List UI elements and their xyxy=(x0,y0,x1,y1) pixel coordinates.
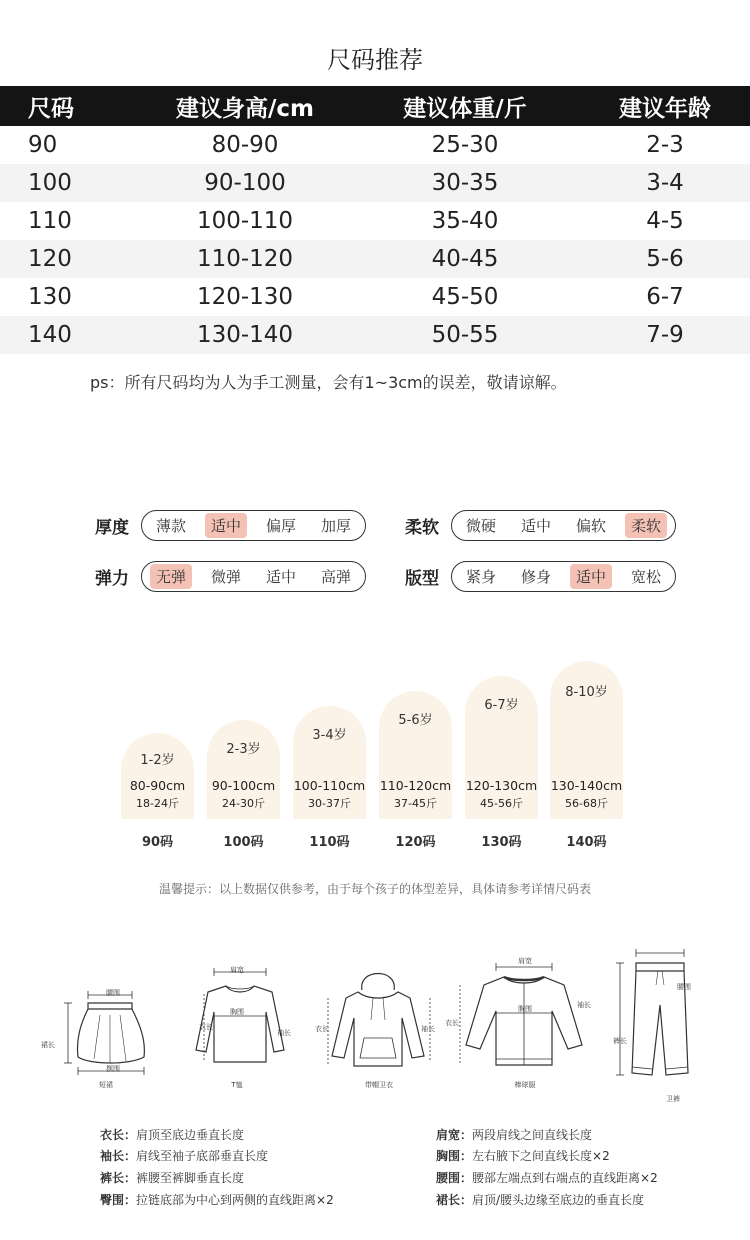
table-row xyxy=(0,202,750,240)
table-cell: 100 xyxy=(28,170,72,196)
tshirt-shoulder-label: 肩宽 xyxy=(230,966,244,974)
pants-name: 卫裤 xyxy=(666,1095,680,1103)
jacket-chest-label: 胸围 xyxy=(518,1005,532,1013)
table-cell: 35-40 xyxy=(431,208,499,234)
weight-range: 24-30斤 xyxy=(222,797,265,810)
definition-term: 袖长： xyxy=(100,1149,137,1163)
jacket-sketch xyxy=(452,955,597,1085)
jacket-length-label: 衣长 xyxy=(445,1019,459,1027)
definition-term: 胸围： xyxy=(436,1149,473,1163)
header-cell: 建议体重/斤 xyxy=(403,95,527,122)
definition-item xyxy=(100,1126,244,1143)
jacket-sleeve-label: 袖长 xyxy=(577,1001,591,1009)
table-cell: 2-3 xyxy=(646,132,684,158)
jacket-shoulder-label: 肩宽 xyxy=(518,957,532,965)
table-cell: 120 xyxy=(28,246,72,272)
table-cell: 100-110 xyxy=(196,208,294,234)
definition-term: 臀围： xyxy=(100,1193,137,1207)
table-cell: 6-7 xyxy=(646,284,684,310)
age-label: 2-3岁 xyxy=(226,742,261,757)
age-bar xyxy=(207,720,280,819)
skirt-hem-label: 摆围 xyxy=(106,1065,120,1073)
definition-term: 腰围： xyxy=(436,1171,473,1185)
tshirt-name: T恤 xyxy=(231,1081,243,1089)
attribute-option: 无弹 xyxy=(150,564,192,589)
weight-range: 18-24斤 xyxy=(136,797,179,810)
table-row xyxy=(0,164,750,202)
table-cell: 25-30 xyxy=(431,132,499,158)
attribute-option: 适中 xyxy=(570,564,612,589)
height-range: 100-110cm xyxy=(293,778,366,793)
size-table xyxy=(0,86,750,354)
attribute-option: 加厚 xyxy=(321,517,352,535)
height-range: 110-120cm xyxy=(379,778,452,793)
weight-range: 30-37斤 xyxy=(308,797,351,810)
attribute-option: 适中 xyxy=(521,517,552,535)
attribute-option: 微弹 xyxy=(211,568,242,586)
attribute-fit xyxy=(405,561,676,592)
page-title: 尺码推荐 xyxy=(327,46,423,74)
weight-range: 56-68斤 xyxy=(565,797,608,810)
age-label: 6-7岁 xyxy=(484,698,519,713)
size-label: 90码 xyxy=(141,835,174,850)
attribute-label: 柔软 xyxy=(405,518,439,538)
attribute-softness xyxy=(405,510,676,541)
age-bar xyxy=(550,661,623,819)
table-cell: 4-5 xyxy=(646,208,684,234)
attribute-thickness xyxy=(95,510,366,541)
weight-range: 37-45斤 xyxy=(394,797,437,810)
height-range: 90-100cm xyxy=(211,778,276,793)
jacket-name: 棒球服 xyxy=(514,1081,536,1089)
table-cell: 130-140 xyxy=(196,322,294,348)
table-cell: 90-100 xyxy=(204,170,286,196)
weight-range: 45-56斤 xyxy=(480,797,523,810)
age-label: 8-10岁 xyxy=(565,685,608,700)
attribute-option: 偏厚 xyxy=(266,517,297,535)
table-row xyxy=(0,278,750,316)
table-row xyxy=(0,316,750,354)
definition-item xyxy=(436,1169,658,1186)
attribute-option: 偏软 xyxy=(576,517,607,535)
definition-desc: 腰部左端点到右端点的直线距离×2 xyxy=(472,1171,658,1185)
definition-desc: 肩顶/腰头边缘至底边的垂直长度 xyxy=(472,1193,645,1207)
table-cell: 50-55 xyxy=(431,322,499,348)
table-cell: 110-120 xyxy=(196,246,294,272)
definition-item xyxy=(436,1191,644,1208)
attribute-options xyxy=(451,510,676,541)
definition-term: 衣长： xyxy=(100,1128,137,1142)
hoodie-name: 带帽卫衣 xyxy=(365,1081,393,1089)
height-range: 120-130cm xyxy=(465,778,538,793)
tshirt-sleeve-label: 袖长 xyxy=(277,1029,291,1037)
table-cell: 110 xyxy=(28,208,72,234)
definition-term: 裤长： xyxy=(100,1171,137,1185)
size-label: 100码 xyxy=(223,835,264,850)
tshirt-length-label: 衣长 xyxy=(199,1023,213,1031)
table-cell: 40-45 xyxy=(431,246,499,272)
skirt-length-label: 裙长 xyxy=(41,1041,55,1049)
table-cell: 7-9 xyxy=(646,322,684,348)
definition-desc: 左右腋下之间直线长度×2 xyxy=(472,1149,610,1163)
height-range: 80-90cm xyxy=(129,778,186,793)
definition-item xyxy=(100,1169,244,1186)
table-cell: 90 xyxy=(28,132,58,158)
header-cell: 建议年龄 xyxy=(619,95,711,122)
size-label: 120码 xyxy=(395,835,436,850)
hoodie-length-label: 衣长 xyxy=(315,1025,329,1033)
pants-sketch xyxy=(608,945,703,1095)
header-cell: 建议身高/cm xyxy=(176,95,314,122)
definition-item xyxy=(100,1147,268,1164)
attribute-label: 版型 xyxy=(405,569,439,589)
attribute-options xyxy=(141,561,366,592)
definition-item xyxy=(100,1191,334,1208)
age-label: 3-4岁 xyxy=(312,728,347,743)
definition-desc: 肩顶至底边垂直长度 xyxy=(136,1128,245,1142)
table-cell: 3-4 xyxy=(646,170,684,196)
definition-desc: 两段肩线之间直线长度 xyxy=(472,1128,593,1142)
attribute-label: 厚度 xyxy=(95,518,129,538)
definition-desc: 肩线至袖子底部垂直长度 xyxy=(136,1149,269,1163)
attribute-label: 弹力 xyxy=(95,569,129,589)
definition-item xyxy=(436,1147,610,1164)
age-label: 5-6岁 xyxy=(398,713,433,728)
age-bar xyxy=(121,733,194,819)
attribute-option: 适中 xyxy=(205,513,247,538)
measurement-note: ps：所有尺码均为人为手工测量，会有1~3cm的误差，敬请谅解。 xyxy=(90,373,567,392)
table-cell: 130 xyxy=(28,284,72,310)
age-bar xyxy=(465,676,538,819)
size-label: 140码 xyxy=(566,835,607,850)
size-label: 110码 xyxy=(309,835,350,850)
pants-waist-label: 腰围 xyxy=(677,983,691,991)
table-cell: 120-130 xyxy=(196,284,294,310)
attribute-option: 适中 xyxy=(266,568,297,586)
header-cell: 尺码 xyxy=(28,95,74,122)
attribute-option: 高弹 xyxy=(321,568,352,586)
definition-term: 裙长： xyxy=(436,1193,473,1207)
skirt-waist-label: 腰围 xyxy=(106,989,120,997)
hoodie-sleeve-label: 袖长 xyxy=(421,1025,435,1033)
attribute-elasticity xyxy=(95,561,366,592)
attribute-options xyxy=(141,510,366,541)
table-header-row xyxy=(0,86,750,126)
definition-term: 肩宽： xyxy=(436,1128,473,1142)
table-cell: 30-35 xyxy=(431,170,499,196)
reference-tip: 温馨提示：以上数据仅供参考，由于每个孩子的体型差异，具体请参考详情尺码表 xyxy=(158,882,591,896)
attribute-options xyxy=(451,561,676,592)
pants-length-label: 裤长 xyxy=(613,1037,627,1045)
attribute-option: 柔软 xyxy=(625,513,667,538)
size-label: 130码 xyxy=(481,835,522,850)
definition-item xyxy=(436,1126,592,1143)
age-bar xyxy=(293,706,366,819)
age-bar xyxy=(379,691,452,819)
attribute-option: 薄款 xyxy=(156,517,187,535)
table-row xyxy=(0,126,750,164)
attribute-option: 修身 xyxy=(521,568,552,586)
definition-desc: 拉链底部为中心到两侧的直线距离×2 xyxy=(136,1193,334,1207)
height-range: 130-140cm xyxy=(550,778,623,793)
table-row xyxy=(0,240,750,278)
attribute-option: 紧身 xyxy=(466,568,497,586)
skirt-name: 短裙 xyxy=(99,1081,113,1089)
table-cell: 140 xyxy=(28,322,72,348)
tshirt-chest-label: 胸围 xyxy=(230,1008,244,1016)
hoodie-sketch xyxy=(318,960,438,1085)
attribute-option: 微硬 xyxy=(466,517,497,535)
age-label: 1-2岁 xyxy=(140,753,175,768)
table-cell: 5-6 xyxy=(646,246,684,272)
table-cell: 80-90 xyxy=(211,132,279,158)
definition-desc: 裤腰至裤脚垂直长度 xyxy=(136,1171,245,1185)
attribute-option: 宽松 xyxy=(631,568,662,586)
table-cell: 45-50 xyxy=(431,284,499,310)
